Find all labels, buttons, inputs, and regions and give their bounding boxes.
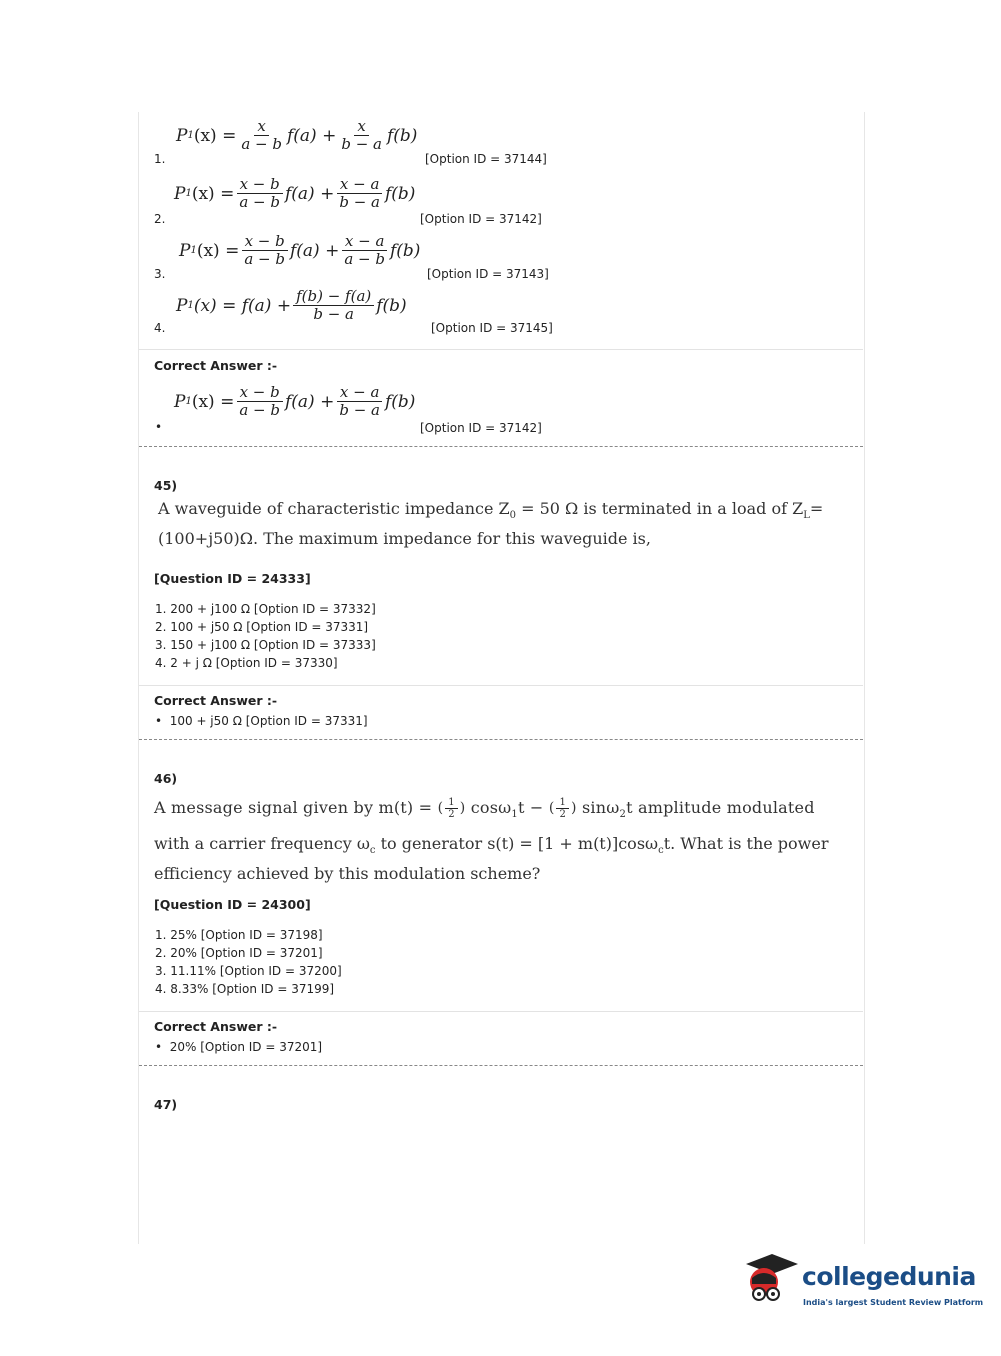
correct-answer-formula: P 1 (x) = $\frac{x - b}{a - b}$ f(a) + $\frac{x - a}{b - a}$ f(b)	[174, 383, 416, 419]
option-formula: P 1 (x) = $\frac{x}{a - b}$ f(a) + $\frac{x}{b - a}$ f(b)	[176, 117, 418, 153]
logo-tagline: India's largest Student Review Platform	[803, 1298, 984, 1307]
option-id: [Option ID = 37144]	[425, 152, 547, 166]
question-number: 46)	[154, 771, 178, 786]
divider	[139, 685, 863, 686]
option-list	[155, 926, 342, 998]
correct-answer-label: Correct Answer :-	[154, 1019, 278, 1034]
option-id: [Option ID = 37142]	[420, 212, 542, 226]
divider	[139, 1011, 863, 1012]
bullet-icon: •	[155, 420, 163, 434]
question-text: A waveguide of characteristic impedance $Z_0 = 50$ Ω is terminated in a load of $Z_L=$ (100+j50)Ω. The maximum impedance for this waveguide is,	[158, 499, 824, 549]
option-formula: P 1 (x) = f(a) + $\frac{f(b) - f(a)}{b - a}$ f(b)	[176, 287, 407, 323]
question-divider	[139, 739, 863, 740]
correct-answer-label: Correct Answer :-	[154, 358, 278, 373]
option-item: 1. 25% [Option ID = 37198]	[155, 928, 323, 942]
option-item: 1. 200 + j100 Ω [Option ID = 37332]	[155, 602, 376, 616]
question-id: [Question ID = 24333]	[154, 571, 311, 586]
option-number: 1.	[154, 152, 166, 166]
question-id: [Question ID = 24300]	[154, 897, 311, 912]
collegedunia-logo	[742, 1250, 984, 1320]
option-number: 3.	[154, 267, 166, 281]
question-divider	[139, 446, 863, 447]
divider	[139, 349, 863, 350]
option-item: 3. 11.11% [Option ID = 37200]	[155, 964, 342, 978]
correct-answer-label: Correct Answer :-	[154, 693, 278, 708]
option-formula: P 1 (x) = $\frac{x - b}{a - b}$ f(a) + $\frac{x - a}{b - a}$ f(b)	[174, 175, 416, 211]
question-text: A message signal given by m(t) = ( $\frac{1}{2}$ ) cosω$_1$t − ( $\frac{1}{2}$ ) sinω$_2$t amplitude modulated with a carrier frequency $\omega_c$ to generator s(t) = [1 + m(t)]cosω$_c$t. What is the power efficiency achieved by this modulation scheme?	[154, 797, 829, 884]
correct-answer: • 100 + j50 Ω [Option ID = 37331]	[155, 714, 368, 728]
option-number: 2.	[154, 212, 166, 226]
option-id: [Option ID = 37145]	[431, 321, 553, 335]
correct-answer: • 20% [Option ID = 37201]	[155, 1040, 323, 1054]
option-number: 4.	[154, 321, 166, 335]
mascot-icon	[742, 1250, 800, 1312]
option-item: 2. 100 + j50 Ω [Option ID = 37331]	[155, 620, 369, 634]
question-number: 47)	[154, 1097, 178, 1112]
option-id: [Option ID = 37143]	[427, 267, 549, 281]
option-item: 4. 8.33% [Option ID = 37199]	[155, 982, 335, 996]
correct-option-id: [Option ID = 37142]	[420, 421, 542, 435]
option-list	[155, 600, 376, 672]
option-item: 4. 2 + j Ω [Option ID = 37330]	[155, 656, 338, 670]
option-item: 2. 20% [Option ID = 37201]	[155, 946, 323, 960]
logo-wordmark: collegedunia	[802, 1262, 976, 1291]
option-item: 3. 150 + j100 Ω [Option ID = 37333]	[155, 638, 376, 652]
page-frame	[138, 112, 865, 1244]
question-divider	[139, 1065, 863, 1066]
question-number: 45)	[154, 478, 178, 493]
option-formula: P 1 (x) = $\frac{x - b}{a - b}$ f(a) + $\frac{x - a}{a - b}$ f(b)	[179, 232, 421, 268]
